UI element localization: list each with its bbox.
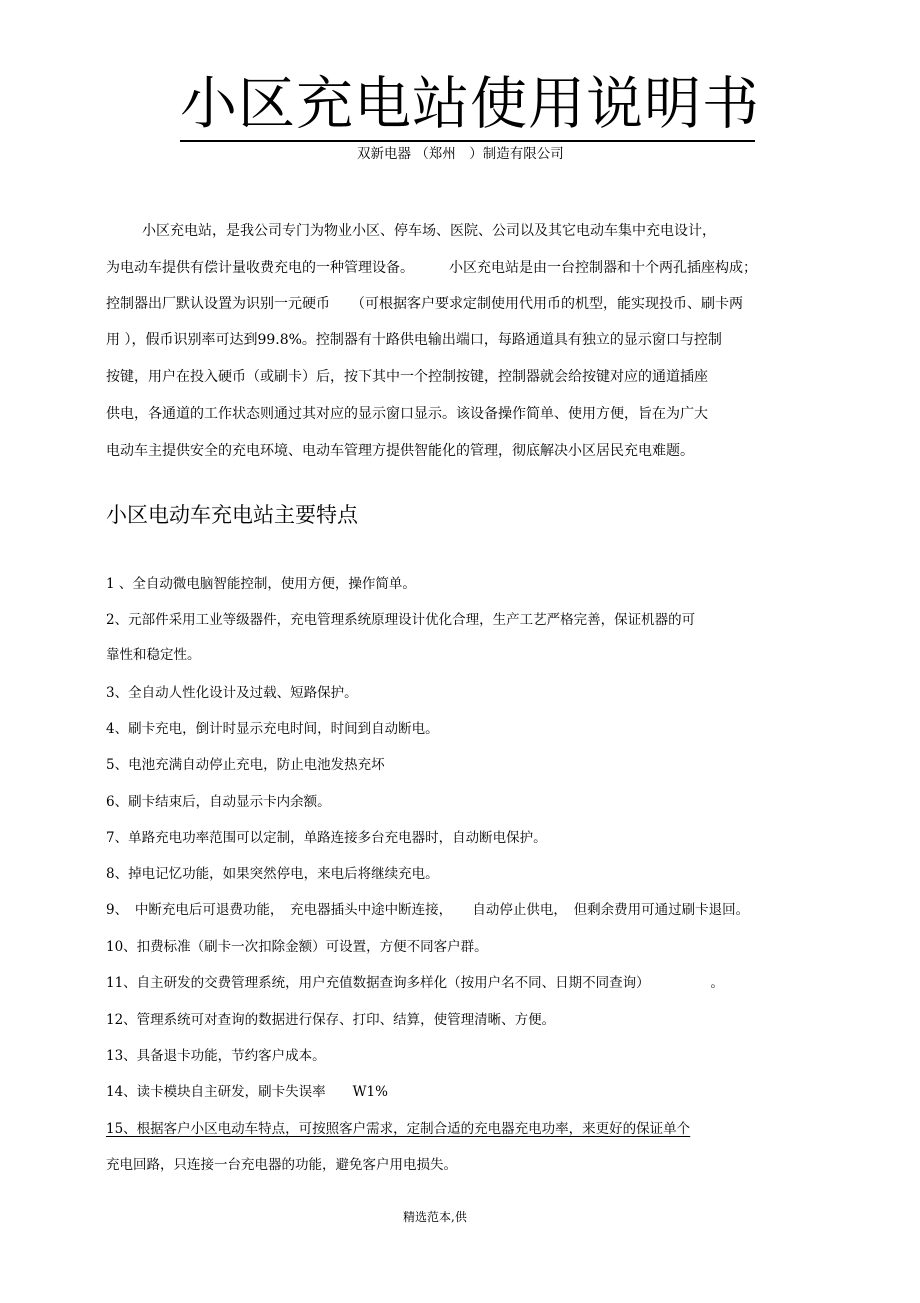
page-footer: 精选范本,供	[403, 1210, 467, 1224]
feature-item: 充电回路，只连接一台充电器的功能，避免客户用电损失。	[106, 1157, 457, 1173]
intro-line: 小区充电站，是我公司专门为物业小区、停车场、医院、公司以及其它电动车集中充电设计，	[142, 223, 716, 239]
intro-line: 供电，各通道的工作状态则通过其对应的显示窗口显示。该设备操作简单、使用方便，旨在为广大	[106, 406, 708, 422]
feature-item-highlighted: 15、根据客户小区电动车特点，可按照客户需求，定制合适的充电器充电功率，来更好的保证单个	[106, 1121, 691, 1137]
feature-item: 8、掉电记忆功能，如果突然停电，来电后将继续充电。	[106, 866, 439, 882]
feature-item: 7、单路充电功率范围可以定制，单路连接多台充电器时，自动断电保护。	[106, 830, 547, 846]
feature-item: 10、扣费标准（刷卡一次扣除金额）可设置，方便不同客户群。	[106, 939, 488, 955]
feature-item: 4、刷卡充电，倒计时显示充电时间，时间到自动断电。	[106, 721, 439, 737]
document-title: 小区充电站使用说明书	[180, 70, 755, 142]
feature-item: 11、自主研发的交费管理系统，用户充值数据查询多样化（按用户名不同、日期不同查询） 。	[106, 975, 724, 991]
feature-item: 1 、全自动微电脑智能控制，使用方便，操作简单。	[106, 576, 416, 592]
feature-item: 3、全自动人性化设计及过载、短路保护。	[106, 685, 358, 701]
intro-line: 按键，用户在投入硬币（或刷卡）后，按下其中一个控制按键，控制器就会给按键对应的通道插座	[106, 369, 708, 385]
feature-item: 9、 中断充电后可退费功能， 充电器插头中途中断连接， 自动停止供电， 但剩余费用可通过刷卡退回。	[106, 902, 750, 918]
feature-item: 5、电池充满自动停止充电，防止电池发热充坏	[106, 757, 385, 773]
intro-line: 电动车主提供安全的充电环境、电动车管理方提供智能化的管理，彻底解决小区居民充电难题。	[106, 443, 694, 459]
feature-item: 14、读卡模块自主研发，刷卡失误率 W1%	[106, 1084, 388, 1100]
intro-line: 用 ），假币识别率可达到99.8%。控制器有十路供电输出端口，每路通道具有独立的显示窗口与控制	[106, 332, 722, 348]
feature-item: 13、具备退卡功能，节约客户成本。	[106, 1048, 326, 1064]
feature-item: 靠性和稳定性。	[106, 647, 201, 663]
features-heading: 小区电动车充电站主要特点	[106, 503, 358, 527]
feature-item: 2、元部件采用工业等级器件，充电管理系统原理设计优化合理，生产工艺严格完善，保证机器的可	[106, 612, 696, 628]
intro-line: 为电动车提供有偿计量收费充电的一种管理设备。 小区充电站是由一台控制器和十个两孔插座构成；	[106, 260, 757, 276]
company-name: 双新电器 （郑州 ）制造有限公司	[357, 146, 564, 162]
intro-line: 控制器出厂默认设置为识别一元硬币 （可根据客户要求定制使用代用币的机型，能实现投币、刷卡两	[106, 296, 743, 312]
feature-item: 12、管理系统可对查询的数据进行保存、打印、结算，使管理清晰、方便。	[106, 1012, 556, 1028]
feature-item: 6、刷卡结束后，自动显示卡内余额。	[106, 794, 331, 810]
